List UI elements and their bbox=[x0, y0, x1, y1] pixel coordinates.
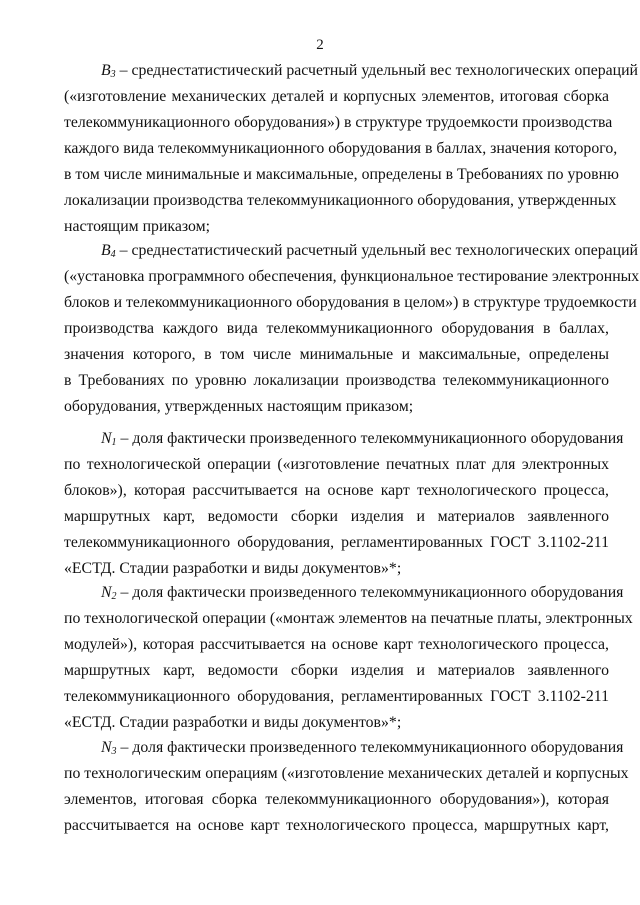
text-line: по технологической операции («монтаж элементов на печатные платы, электронных bbox=[64, 610, 633, 627]
text-line: элементов, итоговая сборка телекоммуникационного оборудования»), которая bbox=[64, 791, 609, 808]
variable-n1: $N_1$ bbox=[101, 430, 117, 448]
text-line: в том числе минимальные и максимальные, определены в Требованиях по уровню bbox=[64, 166, 619, 183]
paragraph-n3 bbox=[64, 735, 629, 839]
text-line: «ЕСТД. Стадии разработки и виды документов»*; bbox=[64, 714, 402, 731]
page-number: 2 bbox=[316, 37, 324, 53]
variable-n3: $N_3$ bbox=[101, 739, 117, 757]
text-line: блоков»), которая рассчитывается на основе карт технологического процесса, bbox=[64, 482, 609, 499]
text-line: блоков и телекоммуникационного оборудования в целом») в структуре трудоемкости bbox=[64, 294, 637, 311]
paragraph-n1 bbox=[64, 426, 624, 582]
text-line: рассчитывается на основе карт технологического процесса, маршрутных карт, bbox=[64, 817, 609, 834]
variable-b4: $B_4$ bbox=[101, 242, 116, 260]
paragraph-b4 bbox=[64, 238, 640, 420]
variable-b3: $B_3$ bbox=[101, 62, 116, 80]
text-line: $B_4$ – среднестатистический расчетный удельный вес технологических операций bbox=[101, 242, 639, 260]
text-line: настоящим приказом; bbox=[64, 218, 210, 235]
text-line: («изготовление механических деталей и корпусных элементов, итоговая сборка bbox=[64, 88, 609, 105]
text-line: производства каждого вида телекоммуникационного оборудования в баллах, bbox=[64, 320, 609, 337]
text-line: $N_3$ – доля фактически произведенного телекоммуникационного оборудования bbox=[101, 739, 624, 757]
paragraph-n2 bbox=[64, 580, 633, 736]
text-line: маршрутных карт, ведомости сборки изделия и материалов заявленного bbox=[64, 662, 609, 679]
text-line: $N_1$ – доля фактически произведенного телекоммуникационного оборудования bbox=[101, 430, 624, 448]
text-line: значения которого, в том числе минимальные и максимальные, определены bbox=[64, 346, 609, 363]
text-line: каждого вида телекоммуникационного оборудования в баллах, значения которого, bbox=[64, 140, 618, 157]
text-line: в Требованиях по уровню локализации производства телекоммуникационного bbox=[64, 372, 609, 389]
text-line: $N_2$ – доля фактически произведенного телекоммуникационного оборудования bbox=[101, 584, 624, 602]
text-line: $B_3$ – среднестатистический расчетный удельный вес технологических операций bbox=[101, 62, 639, 80]
text-line: по технологическим операциям («изготовление механических деталей и корпусных bbox=[64, 765, 629, 782]
variable-n2: $N_2$ bbox=[101, 584, 117, 602]
text-line: маршрутных карт, ведомости сборки изделия и материалов заявленного bbox=[64, 508, 609, 525]
text-line: модулей»), которая рассчитывается на основе карт технологического процесса, bbox=[64, 636, 609, 653]
paragraph-b3 bbox=[64, 58, 639, 240]
text-line: телекоммуникационного оборудования, регламентированных ГОСТ 3.1102-211 bbox=[64, 688, 609, 705]
text-line: телекоммуникационного оборудования, регламентированных ГОСТ 3.1102-211 bbox=[64, 534, 609, 551]
text-line: локализации производства телекоммуникационного оборудования, утвержденных bbox=[64, 192, 617, 209]
text-line: «ЕСТД. Стадии разработки и виды документов»*; bbox=[64, 560, 402, 577]
text-line: по технологической операции («изготовление печатных плат для электронных bbox=[64, 456, 609, 473]
text-line: оборудования, утвержденных настоящим приказом; bbox=[64, 398, 414, 415]
text-line: («установка программного обеспечения, функциональное тестирование электронных bbox=[64, 268, 640, 285]
text-line: телекоммуникационного оборудования») в структуре трудоемкости производства bbox=[64, 114, 613, 131]
